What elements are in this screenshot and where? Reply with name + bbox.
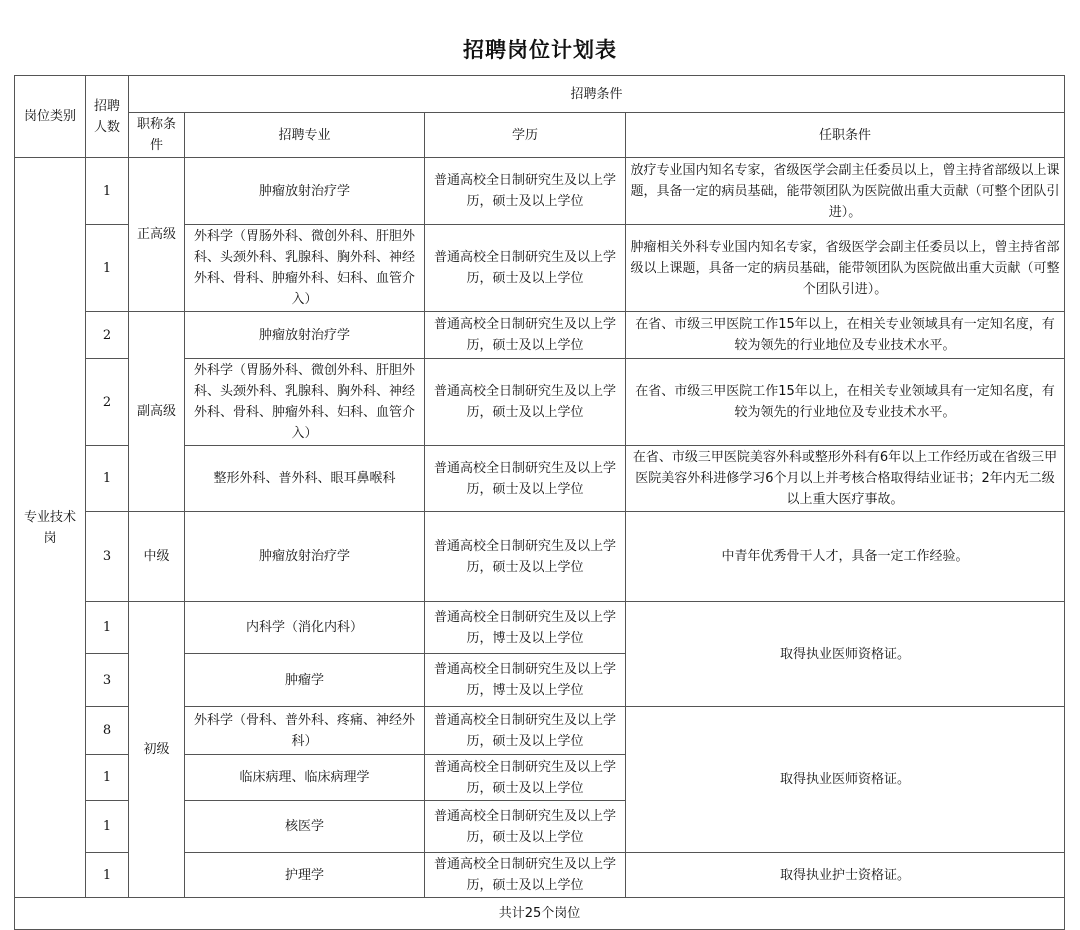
education-cell: 普通高校全日制研究生及以上学历，硕士及以上学位 bbox=[425, 158, 626, 225]
major-cell: 肿瘤放射治疗学 bbox=[185, 312, 425, 359]
education-cell: 普通高校全日制研究生及以上学历，硕士及以上学位 bbox=[425, 312, 626, 359]
education-cell: 普通高校全日制研究生及以上学历，硕士及以上学位 bbox=[425, 359, 626, 446]
major-cell: 整形外科、普外科、眼耳鼻喉科 bbox=[185, 446, 425, 512]
header-category: 岗位类别 bbox=[15, 76, 86, 158]
table-row bbox=[15, 512, 1065, 602]
header-conditions: 招聘条件 bbox=[129, 76, 1065, 113]
level-cell: 副高级 bbox=[129, 312, 185, 512]
header-row-2 bbox=[15, 113, 1065, 158]
page-title: 招聘岗位计划表 bbox=[463, 38, 617, 62]
requirement-cell: 在省、市级三甲医院工作15年以上，在相关专业领域具有一定知名度，有较为领先的行业地位及专业技术水平。 bbox=[626, 359, 1065, 446]
count-cell: 1 bbox=[86, 225, 129, 312]
education-cell: 普通高校全日制研究生及以上学历，博士及以上学位 bbox=[425, 654, 626, 707]
count-cell: 1 bbox=[86, 158, 129, 225]
requirement-cell: 中青年优秀骨干人才，具备一定工作经验。 bbox=[626, 512, 1065, 602]
education-cell: 普通高校全日制研究生及以上学历，硕士及以上学位 bbox=[425, 446, 626, 512]
count-cell: 2 bbox=[86, 312, 129, 359]
requirement-cell: 肿瘤相关外科专业国内知名专家，省级医学会副主任委员以上，曾主持省部级以上课题，具备一定的病员基础，能带领团队为医院做出重大贡献（可整个团队引进）。 bbox=[626, 225, 1065, 312]
header-count: 招聘人数 bbox=[86, 76, 129, 158]
count-cell: 3 bbox=[86, 654, 129, 707]
header-row-1 bbox=[15, 76, 1065, 113]
footer-row bbox=[15, 898, 1065, 930]
level-cell: 正高级 bbox=[129, 158, 185, 312]
major-cell: 内科学（消化内科） bbox=[185, 602, 425, 654]
education-cell: 普通高校全日制研究生及以上学历，博士及以上学位 bbox=[425, 602, 626, 654]
header-title-level: 职称条件 bbox=[129, 113, 185, 158]
table-row bbox=[15, 602, 1065, 654]
requirement-cell: 取得执业医师资格证。 bbox=[626, 707, 1065, 853]
table-row bbox=[15, 312, 1065, 359]
table-row bbox=[15, 158, 1065, 225]
count-cell: 1 bbox=[86, 801, 129, 853]
education-cell: 普通高校全日制研究生及以上学历，硕士及以上学位 bbox=[425, 801, 626, 853]
major-cell: 肿瘤学 bbox=[185, 654, 425, 707]
category-cell: 专业技术岗 bbox=[15, 158, 86, 898]
recruitment-plan-table bbox=[14, 75, 1065, 930]
count-cell: 1 bbox=[86, 853, 129, 898]
major-cell: 护理学 bbox=[185, 853, 425, 898]
education-cell: 普通高校全日制研究生及以上学历，硕士及以上学位 bbox=[425, 512, 626, 602]
education-cell: 普通高校全日制研究生及以上学历，硕士及以上学位 bbox=[425, 755, 626, 801]
requirement-cell: 在省、市级三甲医院美容外科或整形外科有6年以上工作经历或在省级三甲医院美容外科进修学习6个月以上并考核合格取得结业证书；2年内无二级以上重大医疗事故。 bbox=[626, 446, 1065, 512]
count-cell: 8 bbox=[86, 707, 129, 755]
major-cell: 肿瘤放射治疗学 bbox=[185, 512, 425, 602]
major-cell: 外科学（胃肠外科、微创外科、肝胆外科、头颈外科、乳腺科、胸外科、神经外科、骨科、肿瘤外科、妇科、血管介入） bbox=[185, 359, 425, 446]
header-major: 招聘专业 bbox=[185, 113, 425, 158]
header-requirements: 任职条件 bbox=[626, 113, 1065, 158]
major-cell: 临床病理、临床病理学 bbox=[185, 755, 425, 801]
count-cell: 3 bbox=[86, 512, 129, 602]
requirement-cell: 在省、市级三甲医院工作15年以上，在相关专业领域具有一定知名度，有较为领先的行业地位及专业技术水平。 bbox=[626, 312, 1065, 359]
major-cell: 肿瘤放射治疗学 bbox=[185, 158, 425, 225]
requirement-cell: 放疗专业国内知名专家，省级医学会副主任委员以上，曾主持省部级以上课题，具备一定的病员基础，能带领团队为医院做出重大贡献（可整个团队引进）。 bbox=[626, 158, 1065, 225]
count-cell: 1 bbox=[86, 602, 129, 654]
major-cell: 外科学（胃肠外科、微创外科、肝胆外科、头颈外科、乳腺科、胸外科、神经外科、骨科、肿瘤外科、妇科、血管介入） bbox=[185, 225, 425, 312]
level-cell: 初级 bbox=[129, 602, 185, 898]
requirement-cell: 取得执业医师资格证。 bbox=[626, 602, 1065, 707]
major-cell: 核医学 bbox=[185, 801, 425, 853]
requirement-cell: 取得执业护士资格证。 bbox=[626, 853, 1065, 898]
education-cell: 普通高校全日制研究生及以上学历，硕士及以上学位 bbox=[425, 707, 626, 755]
level-cell: 中级 bbox=[129, 512, 185, 602]
count-cell: 1 bbox=[86, 755, 129, 801]
education-cell: 普通高校全日制研究生及以上学历，硕士及以上学位 bbox=[425, 225, 626, 312]
major-cell: 外科学（骨科、普外科、疼痛、神经外科） bbox=[185, 707, 425, 755]
count-cell: 1 bbox=[86, 446, 129, 512]
header-education: 学历 bbox=[425, 113, 626, 158]
count-cell: 2 bbox=[86, 359, 129, 446]
total-positions: 共计25个岗位 bbox=[15, 898, 1065, 930]
education-cell: 普通高校全日制研究生及以上学历，硕士及以上学位 bbox=[425, 853, 626, 898]
